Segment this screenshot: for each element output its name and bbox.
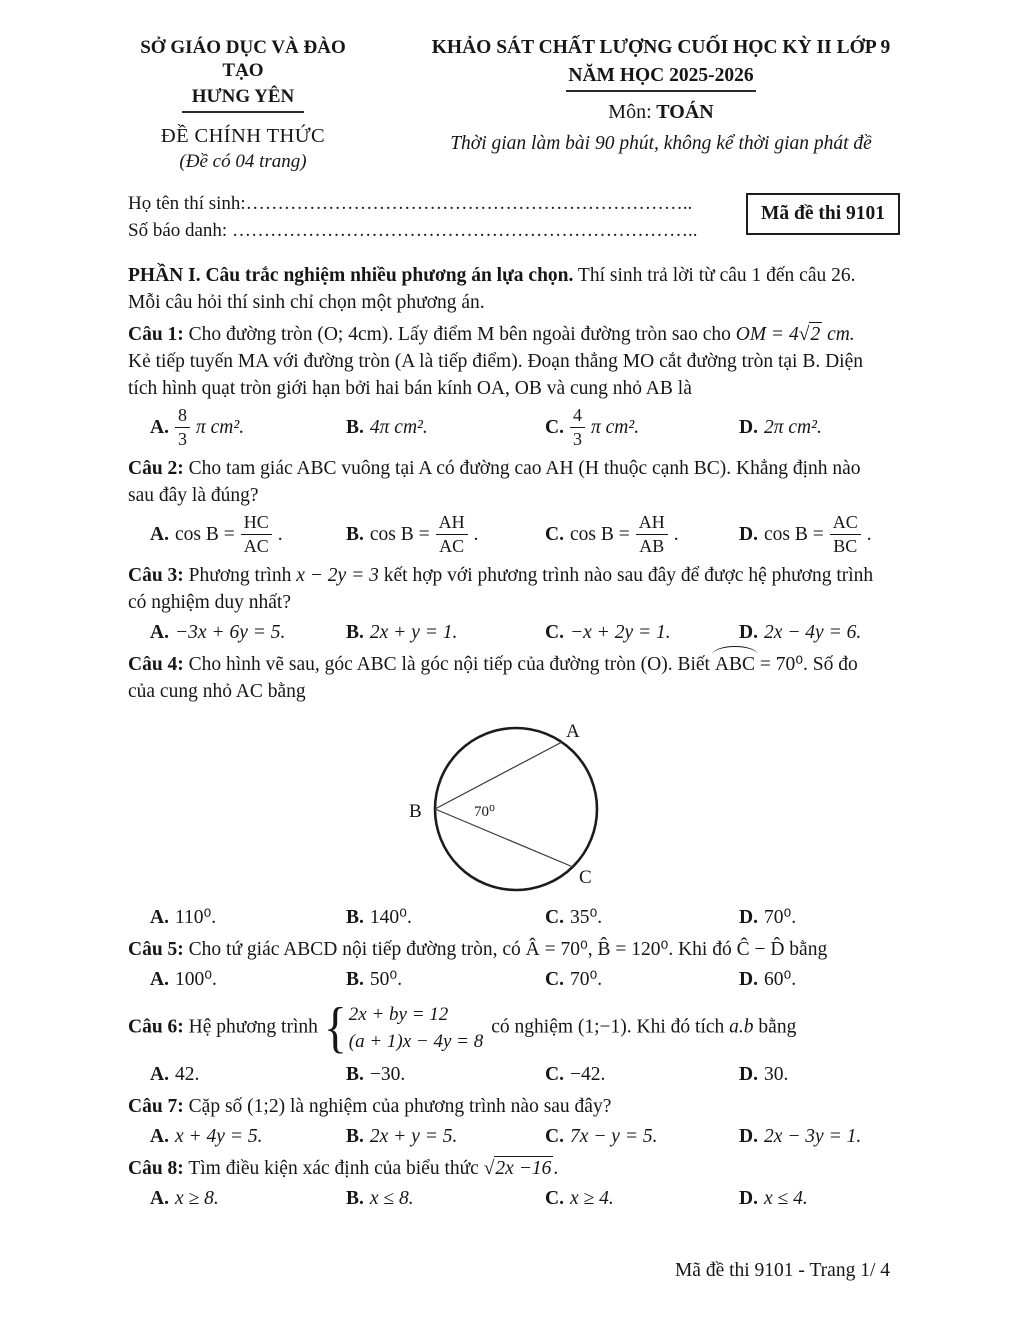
part1-line2: Mỗi câu hỏi thí sinh chỉ chọn một phương án.	[128, 292, 485, 313]
option-value: 60⁰.	[763, 969, 797, 990]
option-key: D.	[739, 969, 758, 990]
math-expression: Â = 70⁰, B̂ = 120⁰.	[525, 939, 674, 960]
question-1-line1	[128, 321, 900, 348]
q2-option-c	[545, 512, 739, 557]
option-value: x ≤ 4.	[763, 1188, 808, 1209]
header-right-block	[422, 36, 900, 173]
q1-option-a	[150, 405, 346, 450]
candidate-lines	[128, 190, 697, 244]
q5-option-c	[545, 966, 739, 993]
q4-option-a	[150, 904, 346, 931]
q7-option-c	[545, 1123, 739, 1150]
question-text: Cho đường tròn (O; 4cm). Lấy điểm M bên ngoài đường tròn sao cho	[183, 324, 736, 345]
question-7-line1	[128, 1093, 900, 1120]
fraction: $\frac{AC}{BC}$	[830, 512, 861, 557]
option-key: A.	[150, 1126, 169, 1147]
exam-code-box: Mã đề thi 9101	[746, 193, 900, 235]
part1-heading	[128, 262, 900, 316]
question-number: Câu 1:	[128, 324, 184, 345]
option-key: B.	[346, 524, 364, 545]
point-label-c: C	[579, 867, 592, 888]
option-value: 30.	[763, 1064, 789, 1085]
point-label-a: A	[566, 721, 580, 742]
q7-option-b	[346, 1123, 545, 1150]
option-value: x ≥ 4.	[569, 1188, 614, 1209]
province-line: HƯNG YÊN	[128, 86, 358, 113]
math-expression: x − 2y = 3	[296, 565, 379, 586]
question-number: Câu 6:	[128, 1016, 184, 1038]
question-number: Câu 7:	[128, 1096, 184, 1117]
option-value: −42.	[569, 1064, 606, 1085]
option-value: 35⁰.	[569, 907, 603, 928]
option-pre: cos B =	[569, 524, 630, 545]
option-value: −x + 2y = 1.	[569, 622, 671, 643]
option-value: −3x + 6y = 5.	[174, 622, 286, 643]
question-text: bằng	[753, 1016, 797, 1038]
q8-option-a	[150, 1185, 346, 1212]
fraction: $\frac{AH}{AC}$	[436, 512, 468, 557]
math-unit: cm.	[822, 324, 855, 345]
question-3-line1	[128, 562, 900, 589]
option-key: A.	[150, 622, 169, 643]
question-text: Tìm điều kiện xác định của biểu thức	[183, 1158, 484, 1179]
question-4-line1	[128, 651, 900, 678]
option-key: B.	[346, 417, 364, 438]
inscribed-angle-diagram	[376, 717, 678, 901]
official-exam-label: ĐỀ CHÍNH THỨC	[160, 125, 326, 147]
question-5-answers	[150, 966, 900, 993]
q1-option-c	[545, 405, 739, 450]
q4-option-d	[739, 904, 900, 931]
question-6-answers	[150, 1061, 900, 1088]
question-number: Câu 8:	[128, 1158, 184, 1179]
subject-name: TOÁN	[651, 101, 714, 123]
option-key: D.	[739, 1188, 758, 1209]
question-2	[128, 455, 900, 557]
option-value: 2x − 3y = 1.	[763, 1126, 862, 1147]
option-key: D.	[739, 1064, 758, 1085]
q3-option-d	[739, 619, 900, 646]
option-key: A.	[150, 907, 169, 928]
chord-BA	[435, 742, 562, 809]
q8-option-b	[346, 1185, 545, 1212]
page-footer: Mã đề thi 9101 - Trang 1/ 4	[674, 1260, 890, 1281]
question-number: Câu 5:	[128, 939, 184, 960]
pages-note: (Đề có 04 trang)	[179, 151, 307, 172]
question-text: Cặp số (1;2) là nghiệm của phương trình nào sau đây?	[183, 1096, 612, 1117]
candidate-id-line: Số báo danh: ………………………………………………………………..	[128, 220, 698, 241]
question-5-line1	[128, 936, 900, 963]
question-2-line2: sau đây là đúng?	[128, 485, 259, 506]
option-value: .	[473, 524, 479, 545]
question-text: Cho tam giác ABC vuông tại A có đường cao AH (H thuộc cạnh BC). Khẳng định nào	[183, 458, 861, 479]
question-text: có nghiệm (1;−1). Khi đó tích	[491, 1016, 730, 1038]
option-key: D.	[739, 1126, 758, 1147]
candidate-name-line: Họ tên thí sinh:……………………………………………………………..	[128, 193, 693, 214]
question-6	[128, 998, 900, 1088]
equation-2: (a + 1)x − 4y = 8	[348, 1031, 484, 1052]
math-expression: OM = 4	[735, 324, 799, 345]
option-value: 2x + y = 5.	[369, 1126, 458, 1147]
option-value: x ≤ 8.	[369, 1188, 414, 1209]
q2-option-a	[150, 512, 346, 557]
q5-option-b	[346, 966, 545, 993]
question-1	[128, 321, 900, 450]
sqrt-icon	[799, 324, 810, 345]
exam-title-line2: NĂM HỌC 2025-2026	[422, 65, 900, 92]
header-left-block	[128, 36, 358, 173]
question-8	[128, 1155, 900, 1212]
question-text: .	[553, 1158, 559, 1179]
question-5	[128, 936, 900, 993]
part1-line1	[128, 262, 900, 289]
option-value: 2π cm².	[763, 417, 822, 438]
q3-option-a	[150, 619, 346, 646]
option-value: .	[277, 524, 283, 545]
option-key: C.	[545, 622, 564, 643]
q2-option-b	[346, 512, 545, 557]
option-pre: cos B =	[763, 524, 824, 545]
q4-option-c	[545, 904, 739, 931]
option-value: π cm².	[590, 417, 640, 438]
option-key: B.	[346, 1188, 364, 1209]
option-pre: cos B =	[369, 524, 430, 545]
option-value: 70⁰.	[569, 969, 603, 990]
option-pre: cos B =	[174, 524, 235, 545]
option-value: 42.	[174, 1064, 200, 1085]
sqrt-expression	[799, 322, 822, 345]
option-key: A.	[150, 969, 169, 990]
fraction: $\frac{AH}{AB}$	[636, 512, 668, 557]
question-number: Câu 3:	[128, 565, 184, 586]
question-2-line1	[128, 455, 900, 482]
question-number: Câu 2:	[128, 458, 184, 479]
angle-value-label: 70⁰	[474, 804, 496, 820]
q5-option-a	[150, 966, 346, 993]
part1-title: PHẦN I. Câu trắc nghiệm nhiều phương án lựa chọn.	[128, 265, 574, 286]
brace-icon	[324, 1000, 347, 1056]
question-text: Cho hình vẽ sau, góc ABC là góc nội tiếp của đường tròn (O). Biết	[183, 654, 715, 675]
option-value: x ≥ 8.	[174, 1188, 219, 1209]
option-key: A.	[150, 417, 169, 438]
question-text: Hệ phương trình	[183, 1016, 318, 1038]
option-value: −30.	[369, 1064, 406, 1085]
option-value: 140⁰.	[369, 907, 412, 928]
subject-line	[422, 101, 900, 124]
circle-figure	[376, 717, 678, 901]
option-key: D.	[739, 622, 758, 643]
question-text: bằng	[784, 939, 828, 960]
q7-option-a	[150, 1123, 346, 1150]
option-key: C.	[545, 1188, 564, 1209]
option-key: C.	[545, 524, 564, 545]
question-8-line1	[128, 1155, 900, 1182]
duration-line: Thời gian làm bài 90 phút, không kể thời gian phát đề	[450, 133, 872, 154]
question-1-line2: Kẻ tiếp tuyến MA với đường tròn (A là tiếp điểm). Đoạn thẳng MO cắt đường tròn tại B. Diện	[128, 351, 863, 372]
question-7	[128, 1093, 900, 1150]
exam-title-line1: KHẢO SÁT CHẤT LƯỢNG CUỐI HỌC KỲ II LỚP 9	[431, 37, 891, 58]
option-value: 110⁰.	[174, 907, 217, 928]
q8-option-c	[545, 1185, 739, 1212]
option-key: C.	[545, 417, 564, 438]
arc-angle-notation: ABC	[715, 651, 755, 678]
equation-system	[322, 1000, 483, 1056]
q3-option-c	[545, 619, 739, 646]
question-4-line2: của cung nhỏ AC bằng	[128, 681, 306, 702]
option-key: C.	[545, 1064, 564, 1085]
question-text: Cho tứ giác ABCD nội tiếp đường tròn, có	[183, 939, 526, 960]
question-6-line1	[128, 998, 900, 1058]
option-key: D.	[739, 417, 758, 438]
question-text: kết hợp với phương trình nào sau đây để được hệ phương trình	[378, 565, 874, 586]
sqrt-expression	[484, 1156, 554, 1179]
fraction: $\frac{4}{3}$	[570, 405, 585, 450]
q6-option-c	[545, 1061, 739, 1088]
option-key: D.	[739, 907, 758, 928]
option-value: .	[673, 524, 679, 545]
option-value: 50⁰.	[369, 969, 403, 990]
fraction: $\frac{8}{3}$	[175, 405, 190, 450]
system-equations	[349, 1001, 483, 1055]
part1-instruction: Thí sinh trả lời từ câu 1 đến câu 26.	[573, 265, 856, 286]
option-value: π cm².	[195, 417, 245, 438]
chord-BC	[435, 809, 573, 867]
department-line: SỞ GIÁO DỤC VÀ ĐÀO TẠO	[140, 37, 346, 81]
option-key: A.	[150, 1064, 169, 1085]
option-value: 100⁰.	[174, 969, 217, 990]
option-key: A.	[150, 1188, 169, 1209]
question-1-answers	[150, 405, 900, 450]
question-2-answers	[150, 512, 900, 557]
candidate-strip	[128, 190, 900, 244]
option-value: 4π cm².	[369, 417, 428, 438]
question-8-answers	[150, 1185, 900, 1212]
option-key: C.	[545, 1126, 564, 1147]
option-key: B.	[346, 622, 364, 643]
question-text: = 70⁰. Số đo	[754, 654, 858, 675]
q3-option-b	[346, 619, 545, 646]
option-value: x + 4y = 5.	[174, 1126, 263, 1147]
question-7-answers	[150, 1123, 900, 1150]
question-3-answers	[150, 619, 900, 646]
option-key: D.	[739, 524, 758, 545]
question-3-line2: có nghiệm duy nhất?	[128, 592, 291, 613]
question-text: Khi đó	[673, 939, 737, 960]
math-expression: Ĉ − D̂	[736, 939, 785, 960]
q2-option-d	[739, 512, 900, 557]
q6-option-b	[346, 1061, 545, 1088]
option-key: A.	[150, 524, 169, 545]
option-value: 7x − y = 5.	[569, 1126, 658, 1147]
math-expression: a.b	[729, 1016, 754, 1038]
q6-option-a	[150, 1061, 346, 1088]
option-key: B.	[346, 907, 364, 928]
question-text: Phương trình	[183, 565, 297, 586]
sqrt-radicand: 2	[810, 324, 821, 345]
q4-option-b	[346, 904, 545, 931]
question-3	[128, 562, 900, 646]
sqrt-icon	[484, 1158, 495, 1179]
option-value: .	[866, 524, 872, 545]
q1-option-d	[739, 414, 900, 441]
point-label-b: B	[409, 801, 422, 822]
equation-1: 2x + by = 12	[348, 1004, 449, 1025]
option-key: B.	[346, 1064, 364, 1085]
sqrt-radicand: 2x −16	[495, 1158, 552, 1179]
option-value: 2x + y = 1.	[369, 622, 458, 643]
question-4-answers	[150, 904, 900, 931]
question-number: Câu 4:	[128, 654, 184, 675]
circle-outline	[435, 728, 597, 890]
q1-option-b	[346, 414, 545, 441]
q8-option-d	[739, 1185, 900, 1212]
option-key: B.	[346, 1126, 364, 1147]
q5-option-d	[739, 966, 900, 993]
option-value: 2x − 4y = 6.	[763, 622, 862, 643]
option-key: B.	[346, 969, 364, 990]
option-value: 70⁰.	[763, 907, 797, 928]
fraction: $\frac{HC}{AC}$	[241, 512, 272, 557]
q6-option-d	[739, 1061, 900, 1088]
q7-option-d	[739, 1123, 900, 1150]
option-key: C.	[545, 907, 564, 928]
question-4	[128, 651, 900, 931]
exam-header	[128, 36, 900, 173]
subject-label: Môn:	[608, 101, 652, 123]
option-key: C.	[545, 969, 564, 990]
question-1-line3: tích hình quạt tròn giới hạn bởi hai bán kính OA, OB và cung nhỏ AB là	[128, 378, 692, 399]
